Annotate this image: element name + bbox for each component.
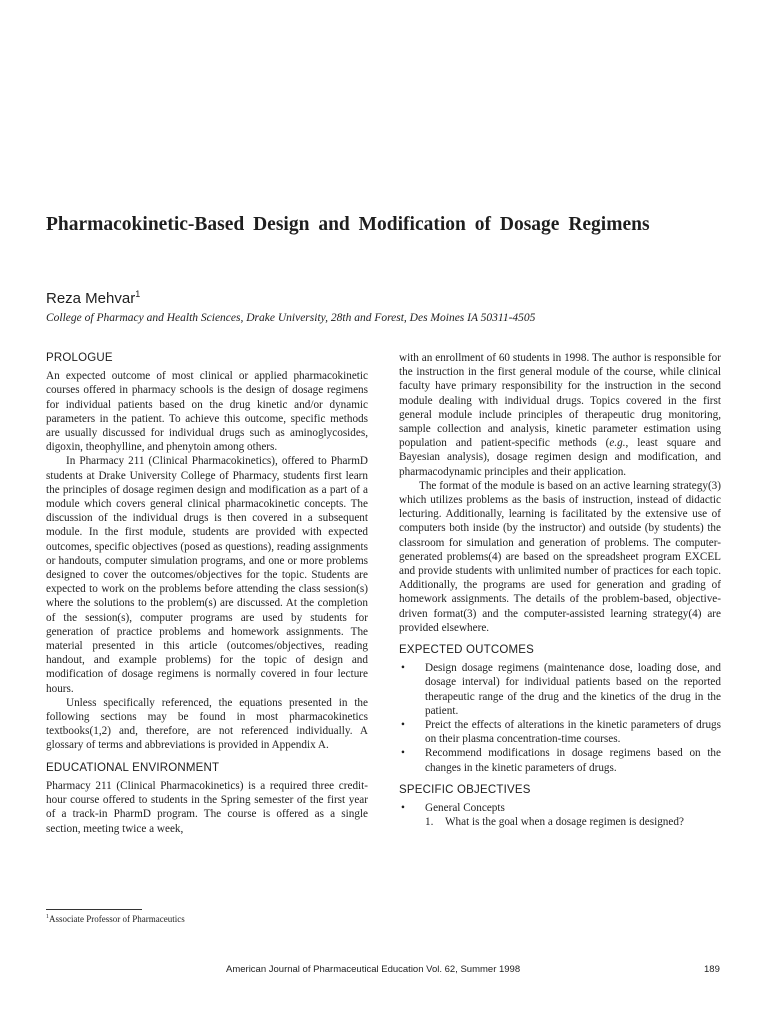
outcomes-list xyxy=(399,661,721,775)
outcome-text: Design dosage regimens (maintenance dose, loading dose, and dosage interval) for individual patients based on the reported therapeutic range of the drug and the kinetics of the drug in the patient. xyxy=(425,662,721,717)
objectives-list xyxy=(399,801,721,815)
expected-outcomes-heading: EXPECTED OUTCOMES xyxy=(399,644,535,657)
left-column xyxy=(46,351,368,836)
author-footnote-mark: 1 xyxy=(135,289,141,299)
prologue-paragraph-3: Unless specifically referenced, the equations presented in the following sections may be found in most pharmacokinetics textbooks(1,2) and, therefore, are not referenced individually. A glossary of terms and abbreviations is provided in Appendix A. xyxy=(46,696,368,752)
objective-question: What is the goal when a dosage regimen is designed? xyxy=(445,816,684,829)
footnote-text: Associate Professor of Pharmaceutics xyxy=(49,914,185,924)
environment-eg: e.g. xyxy=(609,437,626,450)
author-name-text: Reza Mehvar xyxy=(46,290,136,307)
environment-paragraph-1-continued xyxy=(399,351,721,479)
bullet-mark: • xyxy=(401,719,405,732)
list-item xyxy=(399,815,721,829)
footnote xyxy=(46,914,185,924)
bullet-mark: • xyxy=(401,802,405,815)
bullet-mark: • xyxy=(401,662,405,675)
environment-paragraph-1: Pharmacy 211 (Clinical Pharmacokinetics) is a required three credit-hour course offered to students in the Spring semester of the first year of a track-in PharmD program. The course is offered as a single section, meeting twice a week, xyxy=(46,779,368,835)
footnote-divider xyxy=(46,909,142,910)
author-name xyxy=(46,289,140,307)
prologue-heading: PROLOGUE xyxy=(46,352,113,364)
specific-objectives-heading: SPECIFIC OBJECTIVES xyxy=(399,783,531,796)
article-title: Pharmacokinetic-Based Design and Modification of Dosage Regimens xyxy=(46,214,650,235)
educational-environment-heading: EDUCATIONAL ENVIRONMENT xyxy=(46,761,220,774)
list-item xyxy=(399,801,721,815)
footnote-mark: 1 xyxy=(46,914,49,920)
environment-text-b: , least square and Bayesian analysis), dosage regimen design and modification, and pharmacodynamic principles and their application. xyxy=(399,437,721,478)
outcome-text: Preict the effects of alterations in the kinetic parameters of drugs on their plasma concentration-time courses. xyxy=(425,719,721,746)
outcome-text: Recommend modifications in dosage regimens based on the changes in the kinetic parameters of drugs. xyxy=(425,747,721,774)
bullet-mark: • xyxy=(401,747,405,760)
list-item xyxy=(399,746,721,774)
prologue-paragraph-1: An expected outcome of most clinical or applied pharmacokinetic courses offered in pharmacy schools is the design of dosage regimens for individual patients based on the drug kinetic and/or dynamic parameters in the patient. To achieve this outcome, specific methods are usually discussed for individual drugs such as aminoglycosides, digoxin, theophylline, and phenytoin among others. xyxy=(46,370,368,454)
environment-text-a: with an enrollment of 60 students in 1998. The author is responsible for the instruction in the first general module of the course, while clinical faculty have primary responsibility for the instruction in the second module dealing with individual drugs. Topics covered in the first general module include principles of therapeutic drug monitoring, sample collection and analysis, kinetic parameter estimation using population and patient-specific methods ( xyxy=(399,352,721,450)
journal-citation: American Journal of Pharmaceutical Education Vol. 62, Summer 1998 xyxy=(226,964,521,975)
objectives-numbered-list xyxy=(399,815,721,829)
author-affiliation: College of Pharmacy and Health Sciences, Drake University, 28th and Forest, Des Moines IA 50311-4505 xyxy=(46,312,536,324)
right-column xyxy=(399,351,721,830)
objective-group-label: General Concepts xyxy=(425,802,505,815)
page-number: 189 xyxy=(704,964,720,975)
item-number: 1. xyxy=(425,816,434,829)
prologue-paragraph-2: In Pharmacy 211 (Clinical Pharmacokinetics), offered to PharmD students at Drake University College of Pharmacy, students first learn the principles of dosage regimen design and modification as a part of a module which covers general clinical pharmacokinetic concepts. The discussion of the individual drugs is then covered in a subsequent module. In the first module, students are provided with expected outcomes, specific objectives (posed as questions), reading assignments or handouts, computer simulation programs, and one or more problems designed to cover the outcomes/objectives for the topic. Students are expected to work on the problems before attending the class session(s) where the solutions to the problem(s) are discussed. At the completion of the session(s), computer programs are used by students for generation of practice problems and homework assignments. The material presented in this article (outcomes/objectives, reading handout, and example problems) for the topic of design and modification of dosage regimens is normally covered in four lecture hours. xyxy=(46,455,368,695)
list-item xyxy=(399,661,721,718)
list-item xyxy=(399,718,721,746)
environment-paragraph-2: The format of the module is based on an active learning strategy(3) which utilizes problems as the basis of instruction, instead of didactic lecturing. Additionally, learning is facilitated by the extensive use of computers both inside (by the instructor) and outside (by students) the classroom for simulation and generation of problems. The computer-generated problems(4) are based on the spreadsheet program EXCEL and provide students with unlimited number of practices for each topic. Additionally, the programs are used for generation and grading of homework assignments. The details of the problem-based, objective-driven format(3) and the computer-assisted learning strategy(4) are provided elsewhere. xyxy=(399,479,721,634)
